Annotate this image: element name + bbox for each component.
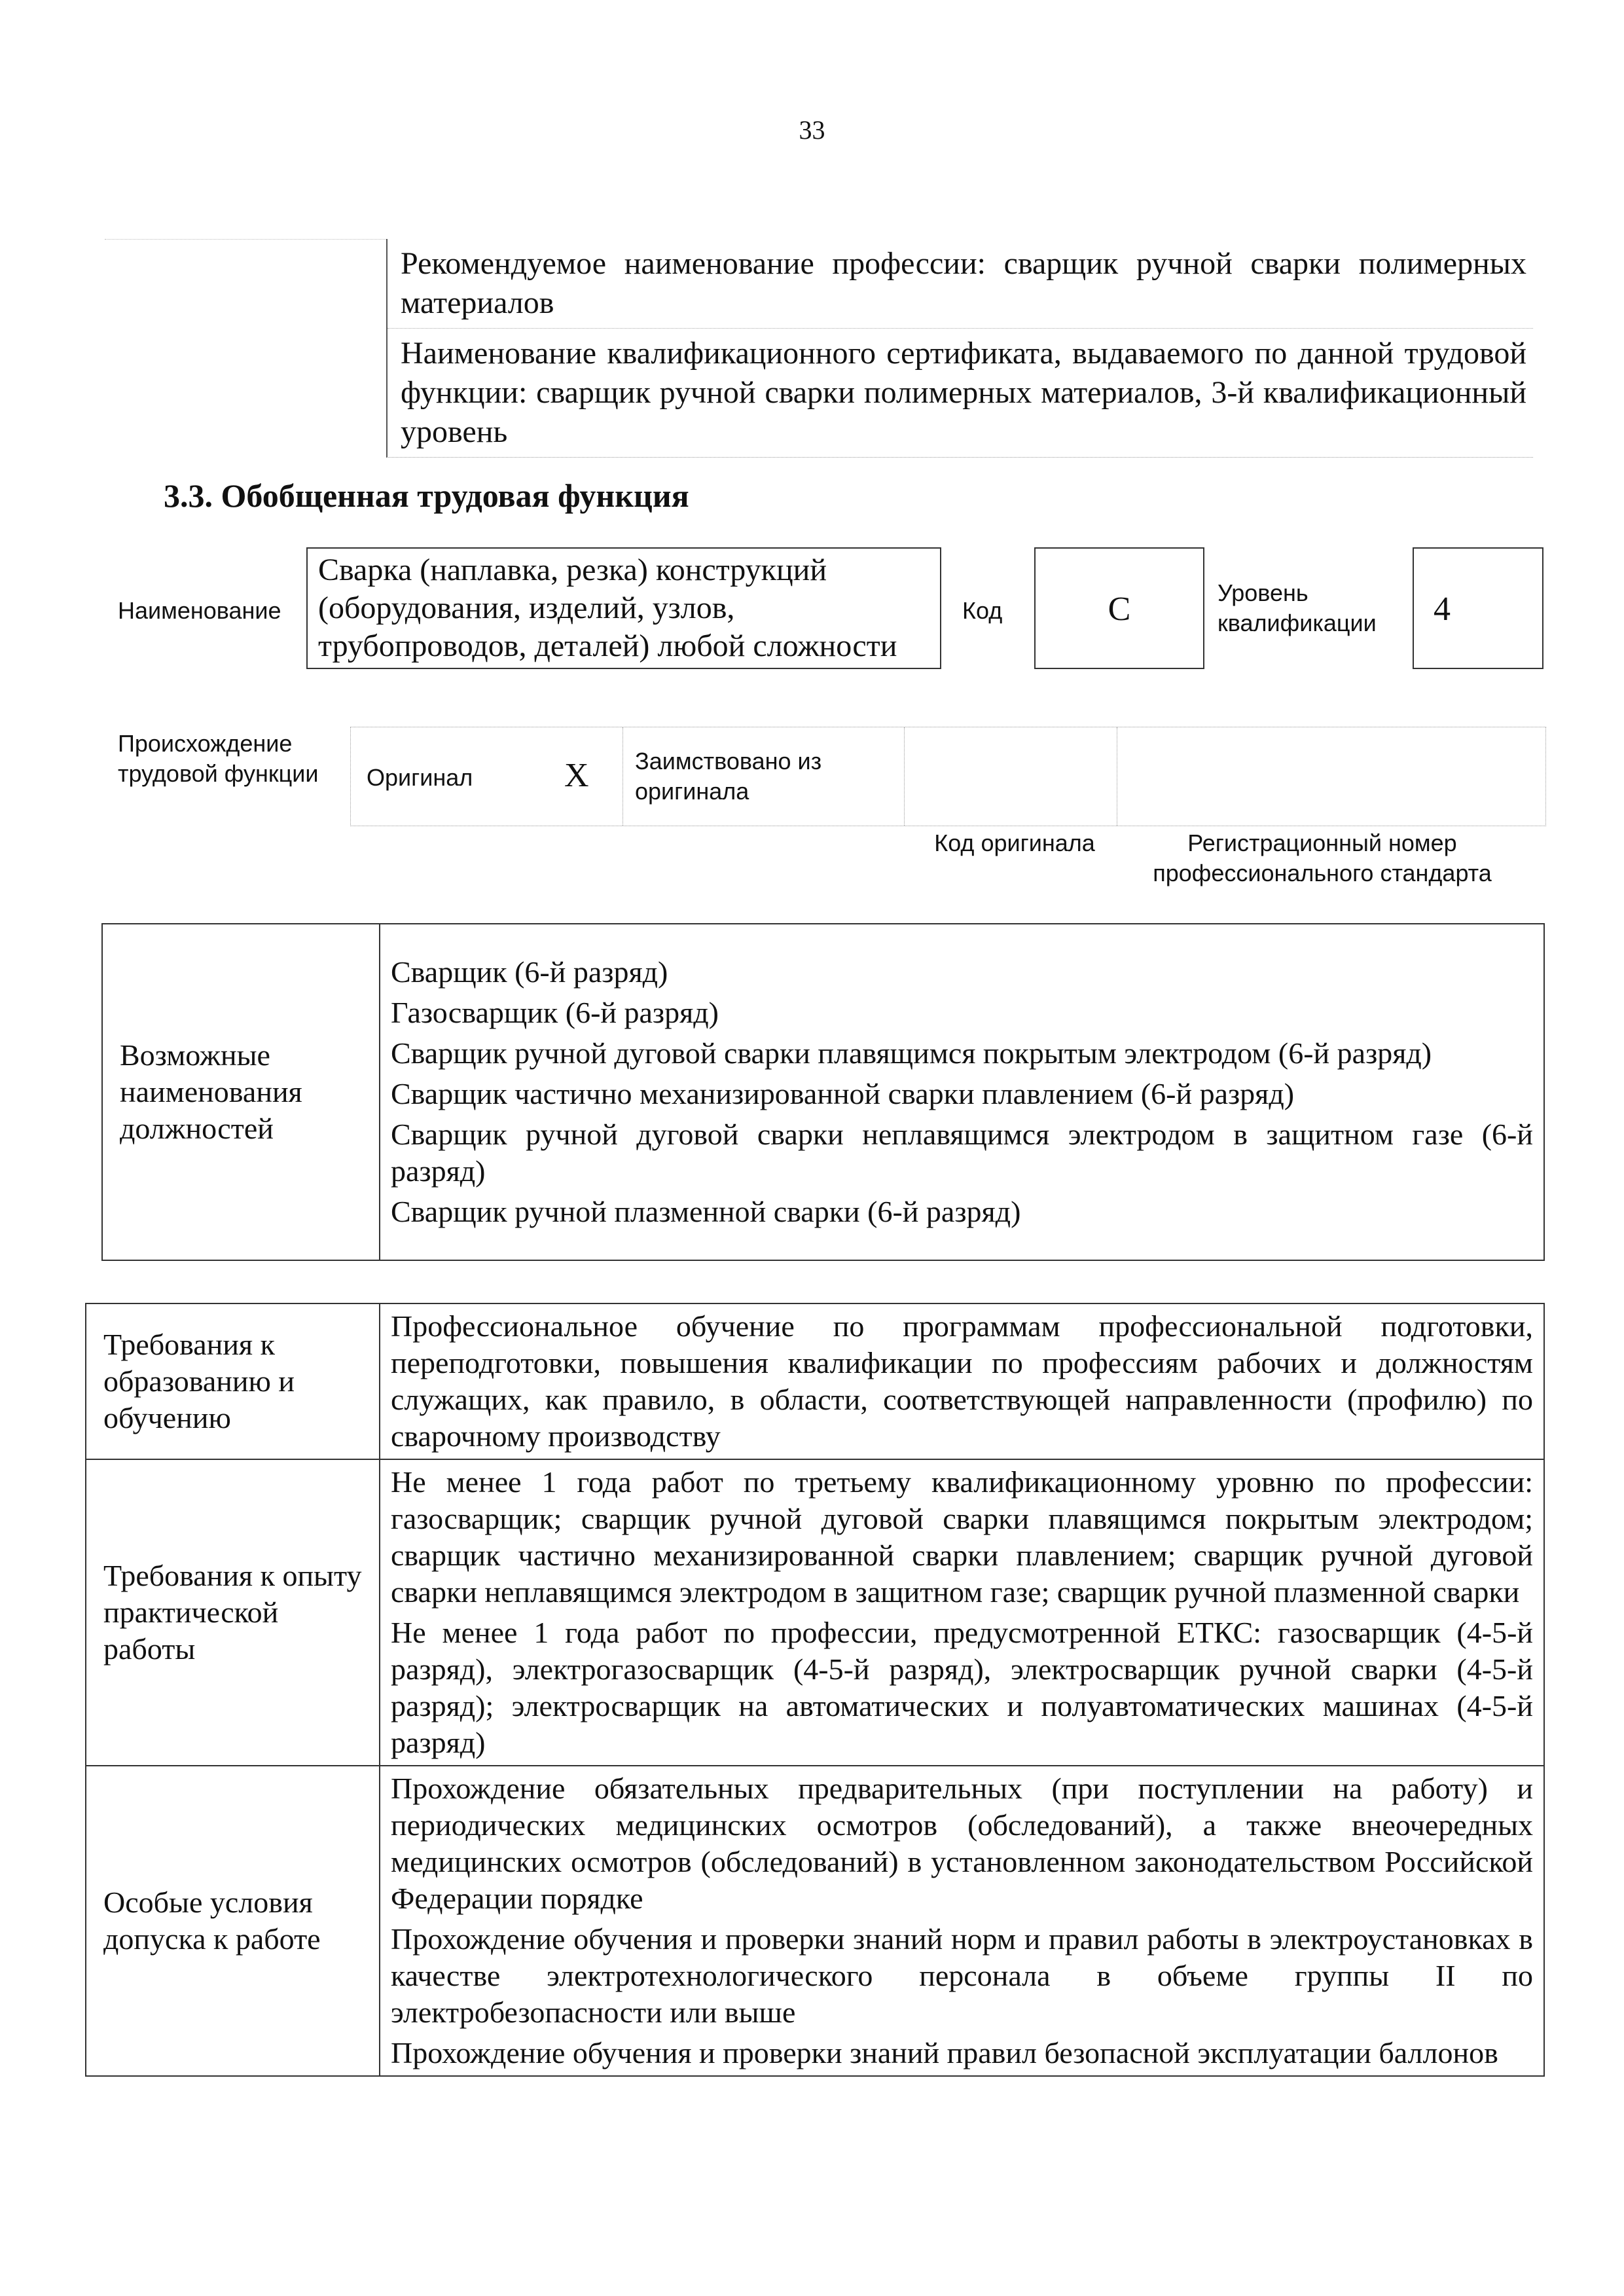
requirement-paragraph: Прохождение обязательных предварительных (при поступлении на работу) и периодических медицинских осмотров (обследований), а также внеочередных медицинских осмотров (обследований) в установленном законодательством Российской Федерации порядке [391,1772,1533,1915]
top-left-divider [105,239,386,240]
registration-number-caption: Регистрационный номер профессионального стандарта [1153,829,1492,886]
table-row [86,1459,1544,1766]
position-item: Газосварщик (6-й разряд) [391,996,719,1029]
borrowed-label: Заимствовано из оригинала [635,748,822,805]
profession-info-block [386,239,1533,458]
admission-conditions-label: Особые условия допуска к работе [86,1766,380,2076]
position-item: Сварщик ручной дуговой сварки плавящимся покрытым электродом (6-й разряд) [391,1036,1432,1070]
requirement-paragraph: Профессиональное обучение по программам профессиональной подготовки, переподготовки, повышения квалификации по профессиям рабочих и должностям служащих, как правило, в области, соответствующей направленности (профилю) по сварочному производству [391,1309,1533,1453]
admission-conditions-value [380,1766,1544,2076]
requirement-paragraph: Не менее 1 года работ по третьему квалификационному уровню по профессии: газосварщик; сварщик ручной дуговой сварки плавящимся покрытым электродом; сварщик частично механизированной сварки плавлением; сварщик ручной дуговой сварки неплавящимся электродом в защитном газе; сварщик ручной плазменной сварки [391,1465,1533,1609]
code-original-caption: Код оригинала [934,829,1095,856]
section-title: 3.3. Обобщенная трудовая функция [164,477,689,514]
position-item: Сварщик ручной дуговой сварки неплавящимся электродом в защитном газе (6-й разряд) [391,1118,1533,1188]
position-item: Сварщик ручной плазменной сварки (6-й разряд) [391,1195,1021,1228]
education-requirements-label: Требования к образованию и обучению [86,1303,380,1459]
position-item: Сварщик частично механизированной сварки плавлением (6-й разряд) [391,1077,1295,1110]
position-item: Сварщик (6-й разряд) [391,955,668,989]
requirement-paragraph: Прохождение обучения и проверки знаний норм и правил работы в электроустановках в качестве электротехнологического персонала в объеме группы II по электробезопасности или выше [391,1922,1533,2029]
qualification-level-label: Уровень квалификации [1218,579,1377,636]
education-requirements-value [380,1303,1544,1459]
positions-label: Возможные наименования должностей [102,924,380,1260]
requirements-table [85,1303,1545,2077]
original-label: Оригинал [367,764,473,791]
requirement-paragraph: Прохождение обучения и проверки знаний правил безопасной эксплуатации баллонов [391,2036,1498,2069]
requirement-paragraph: Не менее 1 года работ по профессии, предусмотренной ЕТКС: газосварщик (4-5-й разряд), электрогазосварщик (4-5-й разряд), электросварщик ручной сварки (4-5-й разряд); электросварщик на автоматических и полуавтоматических машинах (4-5-й разряд) [391,1616,1533,1759]
table-row [86,1303,1544,1459]
code-label: Код [962,597,1003,624]
experience-requirements-value [380,1459,1544,1766]
gtf-name-value: Сварка (наплавка, резка) конструкций (оборудования, изделий, узлов, трубопроводов, деталей) любой сложности [306,547,941,669]
qualification-certificate-name: Наименование квалификационного сертификата, выдаваемого по данной трудовой функции: сварщик ручной сварки полимерных материалов, 3-й квалификационный уровень [388,328,1533,457]
original-mark: X [564,757,589,794]
table-row [86,1766,1544,2076]
gtf-code-value: C [1034,547,1204,669]
qualification-level-value: 4 [1413,547,1543,669]
positions-list [380,924,1544,1260]
origin-table [350,727,1546,826]
origin-label: Происхождение трудовой функции [118,730,319,787]
page-number: 33 [799,115,825,145]
name-label: Наименование [118,597,281,624]
recommended-profession-name: Рекомендуемое наименование профессии: сварщик ручной сварки полимерных материалов [401,246,1526,320]
experience-requirements-label: Требования к опыту практической работы [86,1459,380,1766]
positions-table [101,923,1545,1261]
